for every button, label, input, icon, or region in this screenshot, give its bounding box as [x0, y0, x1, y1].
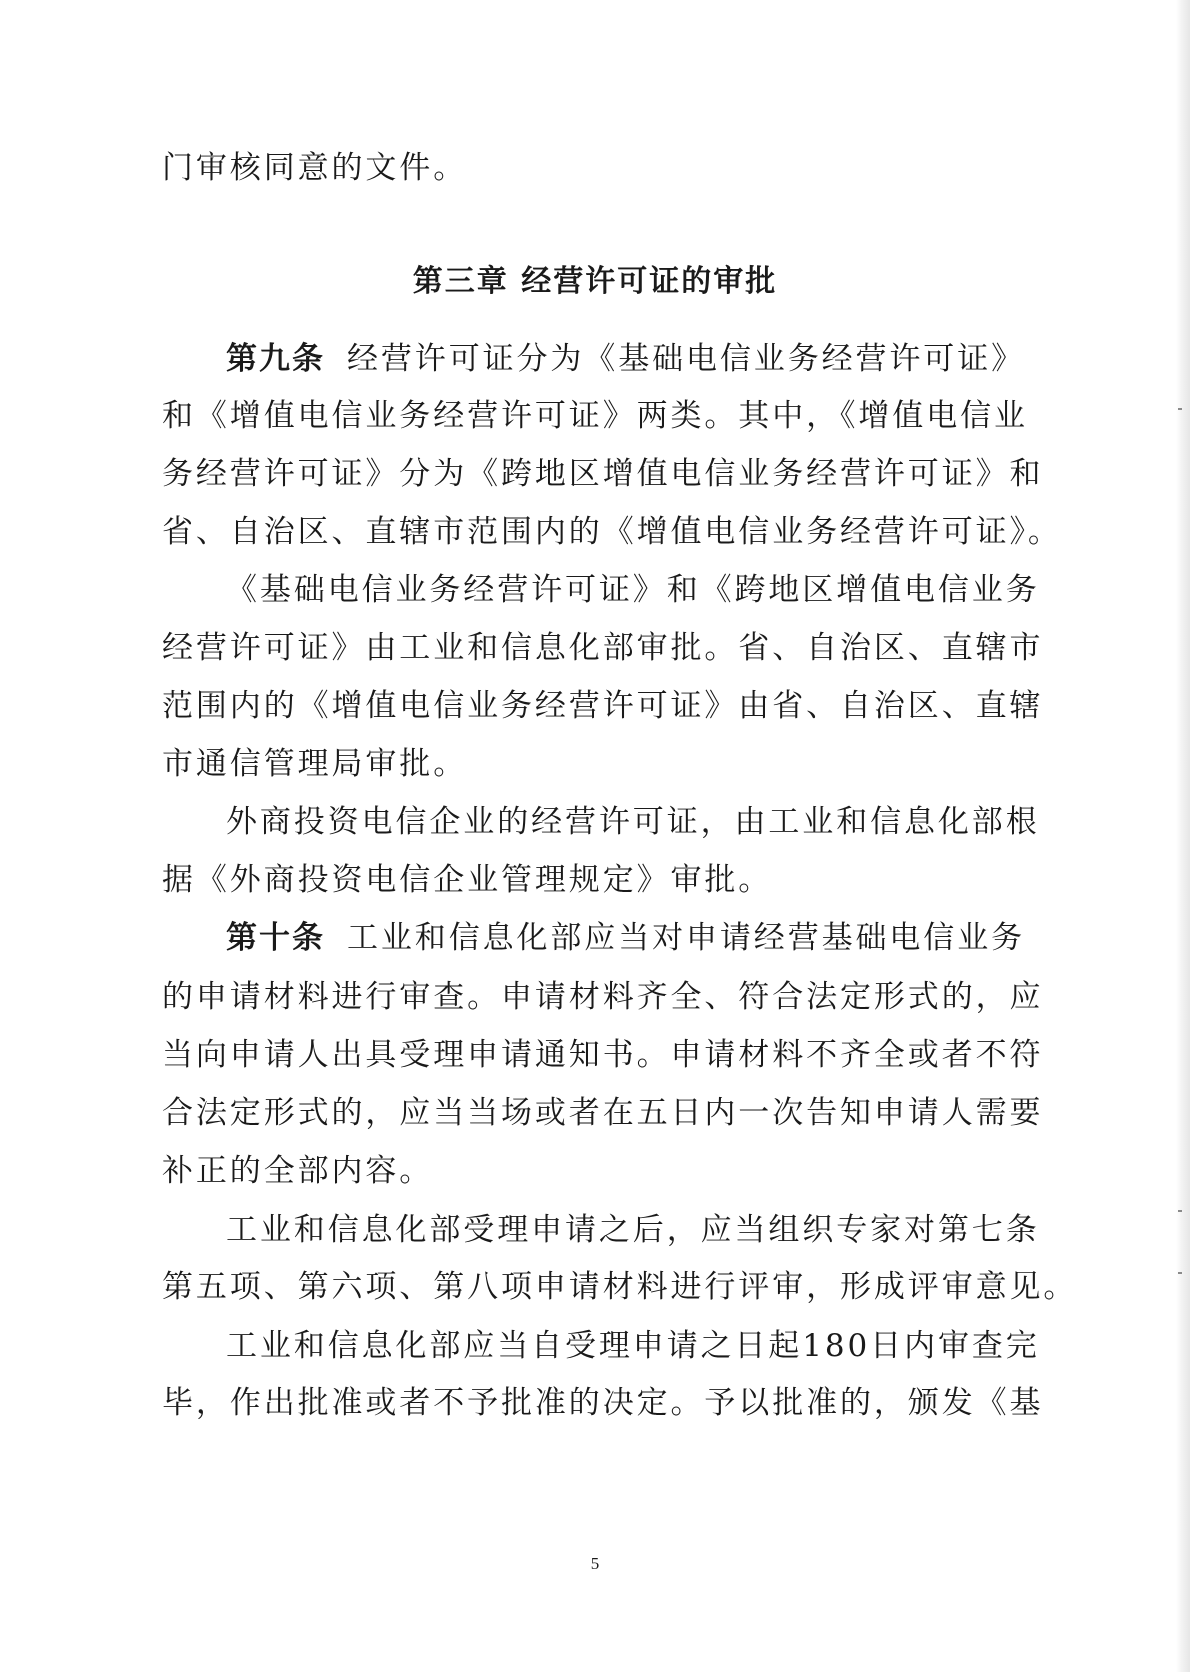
scan-mark	[1178, 1210, 1182, 1212]
article-10-first-line	[226, 918, 1025, 958]
text-line: 工业和信息化部受理申请之后，应当组织专家对第七条	[226, 1212, 1040, 1248]
text-line: 务经营许可证》分为《跨地区增值电信业务经营许可证》和	[162, 456, 1044, 492]
scan-edge	[1176, 0, 1190, 1672]
article-10-label: 第十条	[226, 920, 325, 956]
article-9-first-line	[226, 339, 1025, 379]
text-line: 门审核同意的文件。	[162, 150, 468, 186]
article-9-label: 第九条	[226, 341, 325, 377]
text-line: 和《增值电信业务经营许可证》两类。其中，《增值电信业	[162, 398, 1028, 434]
page-number: 5	[590, 1554, 600, 1573]
text-line: 合法定形式的，应当当场或者在五日内一次告知申请人需要	[162, 1095, 1044, 1131]
chapter-heading: 第三章 经营许可证的审批	[412, 264, 778, 299]
article-10-text: 工业和信息化部应当对申请经营基础电信业务	[347, 920, 1025, 956]
text-line: 毕，作出批准或者不予批准的决定。予以批准的，颁发《基	[162, 1385, 1044, 1421]
scan-mark	[1178, 1272, 1182, 1274]
text-line: 省、自治区、直辖市范围内的《增值电信业务经营许可证》。	[162, 514, 1062, 550]
text-line: 范围内的《增值电信业务经营许可证》由省、自治区、直辖	[162, 688, 1044, 724]
text-line: 第五项、第六项、第八项申请材料进行评审，形成评审意见。	[162, 1269, 1078, 1305]
text-line: 当向申请人出具受理申请通知书。申请材料不齐全或者不符	[162, 1037, 1044, 1073]
text-line: 外商投资电信企业的经营许可证，由工业和信息化部根	[226, 804, 1040, 840]
text-line: 的申请材料进行审查。申请材料齐全、符合法定形式的，应	[162, 979, 1044, 1015]
text-line: 《基础电信业务经营许可证》和《跨地区增值电信业务	[226, 572, 1040, 608]
scan-mark	[1178, 408, 1182, 410]
text-line: 补正的全部内容。	[162, 1153, 434, 1189]
text-line: 市通信管理局审批。	[162, 746, 468, 782]
text-line: 经营许可证》由工业和信息化部审批。省、自治区、直辖市	[162, 630, 1044, 666]
article-9-text: 经营许可证分为《基础电信业务经营许可证》	[347, 341, 1025, 377]
text-line: 工业和信息化部应当自受理申请之日起180日内审查完	[226, 1328, 1040, 1364]
text-line: 据《外商投资电信企业管理规定》审批。	[162, 862, 773, 898]
